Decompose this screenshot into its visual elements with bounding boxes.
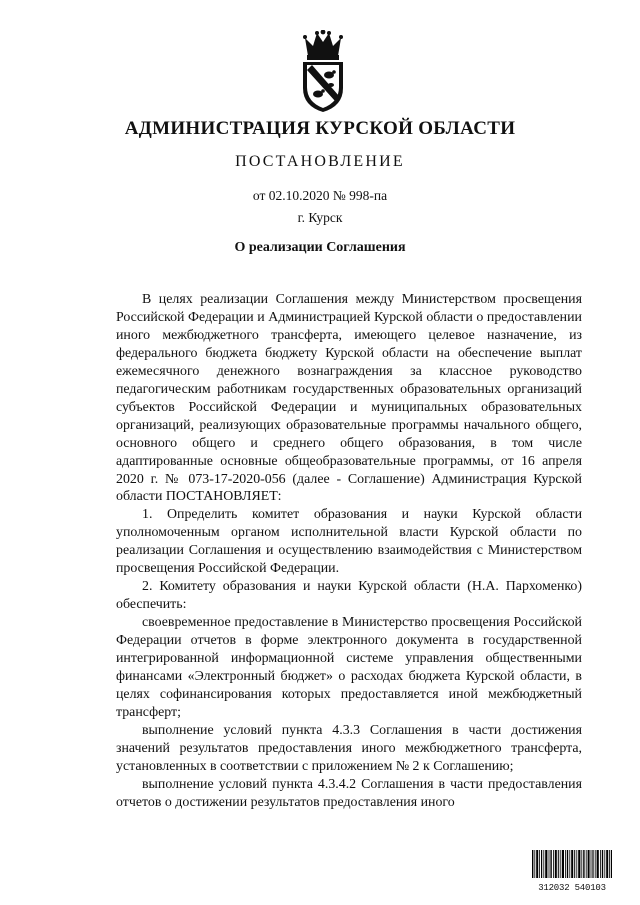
kursk-coat-of-arms-icon — [296, 30, 350, 114]
organization-title: АДМИНИСТРАЦИЯ КУРСКОЙ ОБЛАСТИ — [124, 118, 516, 139]
document-date-number: от 02.10.2020 № 998-па — [252, 188, 388, 203]
body-paragraph-preamble: В целях реализации Соглашения между Министерством просвещения Российской Федерации и Администрацией Курской области о предоставлении иного межбюджетного трансферта, имеющего целевое назначение, из федерального бюджета бюджету Курской области на обеспечение выплат ежемесячного денежного вознаграждения за классное руководство педагогическим работникам государственных образовательных организаций субъектов Российской Федерации и муниципальных образовательных организаций, реализующих образовательные программы начального общего, основного общего и среднего общего образования, в том числе адаптированные основные общеобразовательные программы, от 16 апреля 2020 г. № 073-17-2020-056 (далее - Соглашение) Администрация Курской области ПОСТАНОВЛЯЕТ: — [116, 292, 582, 505]
body-paragraph-item-2: 2. Комитету образования и науки Курской области (Н.А. Пархоменко) обеспечить: — [116, 579, 582, 613]
body-paragraph-item-1: 1. Определить комитет образования и науки Курской области уполномоченным органом исполнительной власти Курской области по реализации Соглашения и осуществлению взаимодействия с Министерством просвещения Российской Федерации. — [116, 507, 582, 577]
barcode-number: 312032 540103 — [538, 883, 606, 893]
barcode-icon — [532, 850, 612, 878]
document-barcode — [532, 850, 612, 893]
body-paragraph-item-2-reporting: своевременное предоставление в Министерство просвещения Российской Федерации отчетов в форме электронного документа в государственной интегрированной информационной системе управления общественными финансами «Электронный бюджет» о расходах бюджета Курской области, в целях софинансирования которых предоставляется иной межбюджетный трансферт; — [116, 615, 582, 720]
body-paragraph-item-2-reports: выполнение условий пункта 4.3.4.2 Соглашения в части предоставления отчетов о достижении результатов предоставления иного — [116, 776, 582, 810]
document-type: ПОСТАНОВЛЕНИЕ — [235, 153, 405, 170]
document-subject: О реализации Соглашения — [234, 240, 406, 255]
document-city: г. Курск — [297, 210, 343, 225]
document-body — [116, 291, 582, 812]
body-paragraph-item-2-results: выполнение условий пункта 4.3.3 Соглашения в части достижения значений результатов предоставления иного межбюджетного трансферта, установленных в соответствии с приложением № 2 к Соглашению; — [116, 722, 582, 774]
